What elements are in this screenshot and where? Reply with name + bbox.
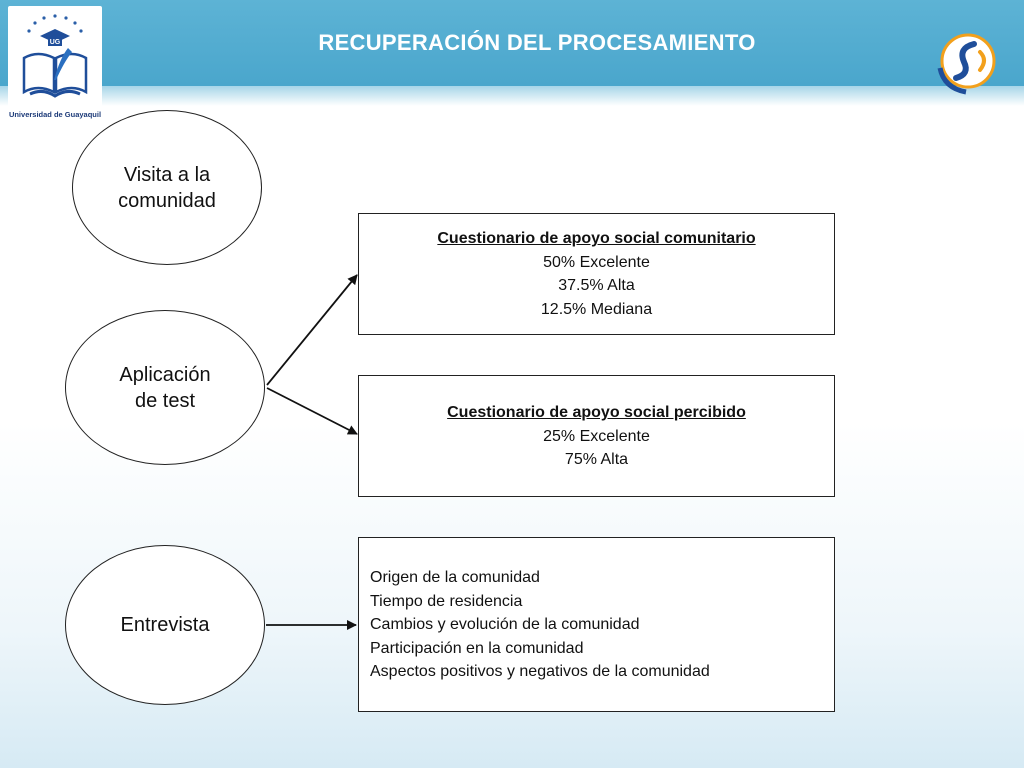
box-line: 25% Excelente (543, 427, 650, 445)
node-label: Aplicación de test (119, 363, 211, 412)
box-line: Participación en la comunidad (370, 639, 584, 657)
university-name: Universidad de Guayaquil (8, 110, 102, 119)
arrow-aplicacion-to-percibido (267, 388, 357, 434)
box-line: 75% Alta (564, 451, 629, 468)
node-label: Entrevista (120, 614, 210, 636)
arrow-aplicacion-to-comunitario (267, 275, 357, 385)
page-title: RECUPERACIÓN DEL PROCESAMIENTO (318, 30, 756, 55)
node-label: Visita a la comunidad (118, 163, 216, 212)
box-title: Cuestionario de apoyo social percibido (447, 404, 746, 421)
box-line: Origen de la comunidad (370, 569, 540, 586)
box-title: Cuestionario de apoyo social comunitario (437, 230, 756, 247)
box-line: 37.5% Alta (558, 277, 635, 294)
svg-text:UG: UG (49, 39, 61, 46)
box-line: Tiempo de residencia (370, 592, 523, 610)
box-line: Aspectos positivos y negativos de la comunidad (370, 663, 710, 680)
box-line: 12.5% Mediana (540, 300, 653, 318)
box-line: 50% Excelente (543, 253, 650, 271)
box-line: Cambios y evolución de la comunidad (370, 616, 640, 633)
